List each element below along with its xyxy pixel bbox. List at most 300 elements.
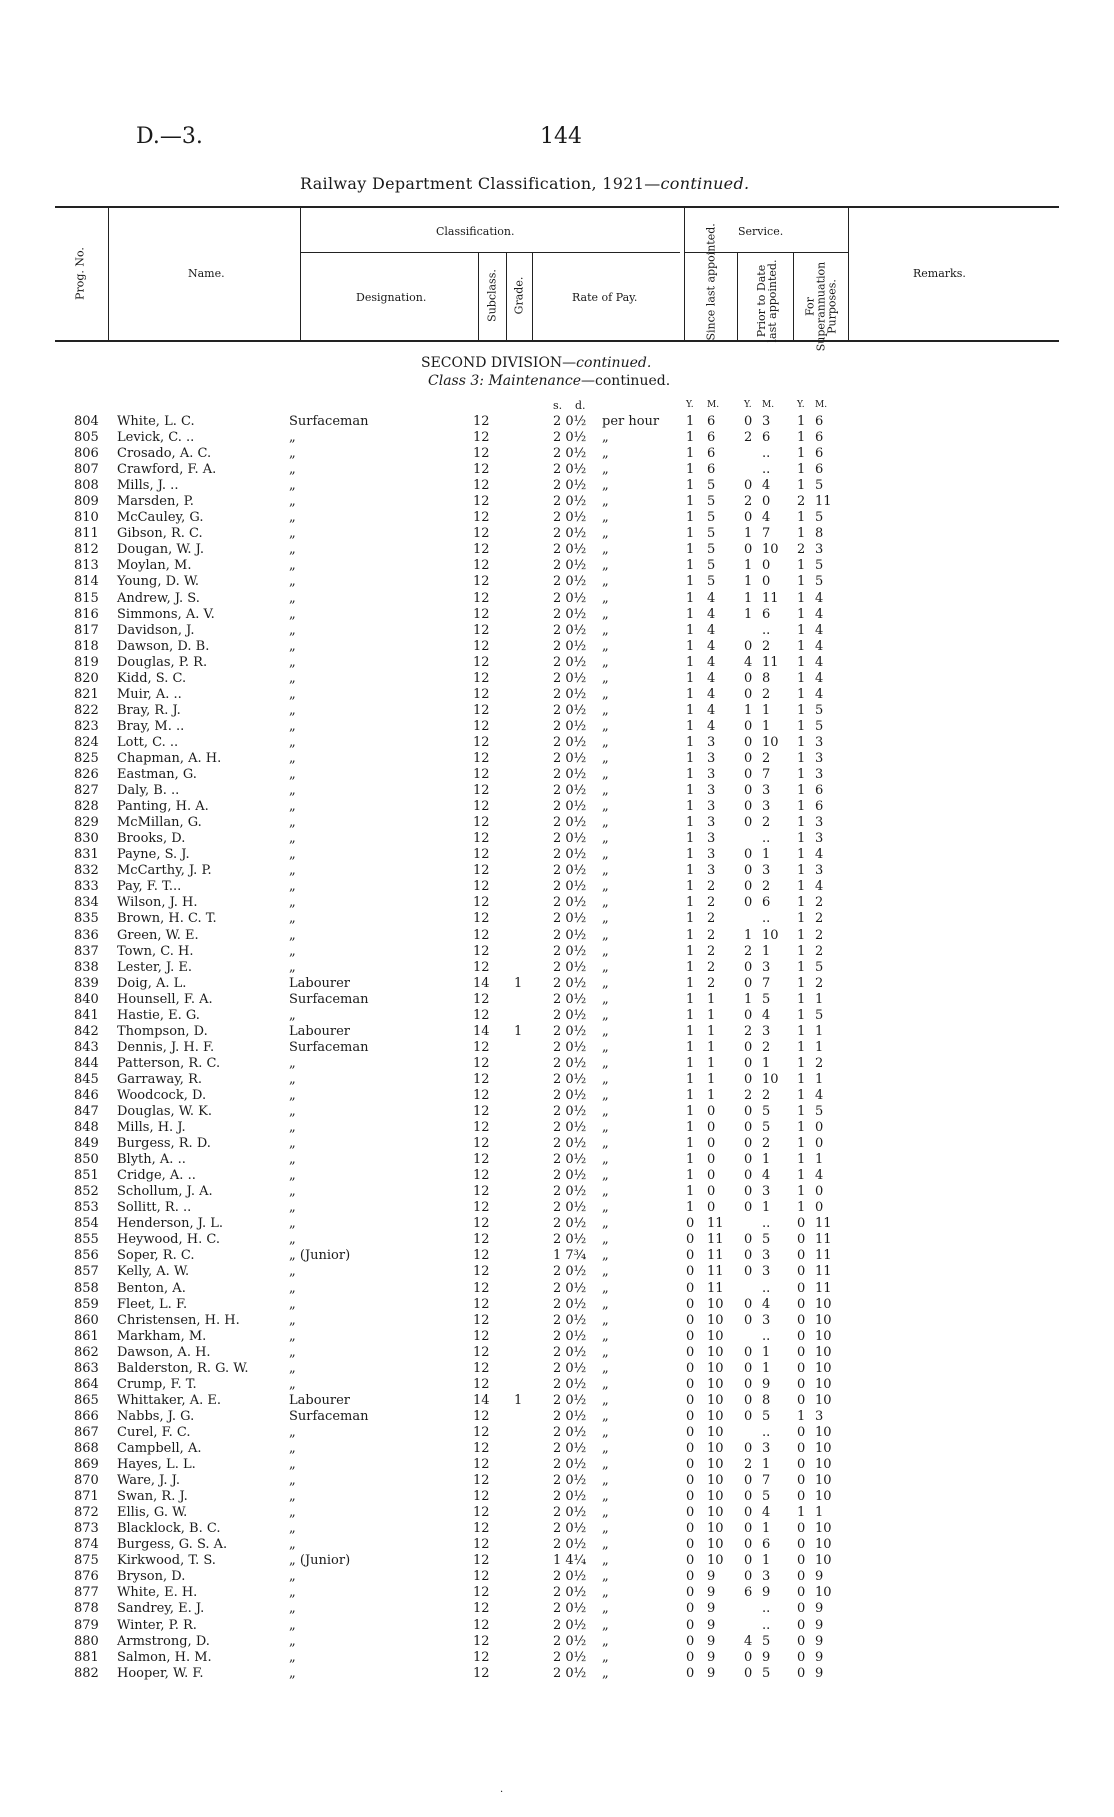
prog-no: 836 [74, 927, 99, 943]
prior-months: 9 [762, 1376, 771, 1392]
col-divider [532, 252, 533, 340]
table-row [0, 1216, 1114, 1232]
rate-unit: „ [602, 1665, 609, 1681]
subclass: 12 [473, 1007, 490, 1023]
since-years: 0 [686, 1344, 695, 1360]
rate-unit: „ [602, 783, 609, 799]
since-months: 6 [707, 414, 716, 429]
rate-of-pay: 2 0½ [553, 1376, 587, 1392]
table-row [0, 687, 1114, 703]
prior-years: 1 [744, 991, 753, 1007]
super-years: 1 [797, 734, 806, 750]
header-top-rule [55, 206, 1059, 208]
since-months: 0 [707, 1184, 716, 1200]
designation: „ [289, 1344, 296, 1360]
table-row [0, 1601, 1114, 1617]
prior-years: 0 [744, 1505, 753, 1521]
prior-months: 2 [762, 638, 771, 654]
since-years: 0 [686, 1649, 695, 1665]
table-row [0, 1056, 1114, 1072]
prog-no: 834 [74, 895, 99, 911]
prog-no: 845 [74, 1071, 99, 1087]
rate-of-pay: 2 0½ [553, 510, 587, 526]
since-months: 5 [707, 574, 716, 590]
rate-of-pay: 2 0½ [553, 1184, 587, 1200]
super-years: 1 [797, 446, 806, 462]
prior-months: 3 [762, 1441, 771, 1456]
prior-months: 10 [762, 542, 779, 558]
table-row [0, 944, 1114, 960]
rate-of-pay: 2 0½ [553, 574, 587, 590]
prog-no: 854 [74, 1216, 99, 1232]
since-years: 1 [686, 702, 695, 718]
rate-of-pay: 2 0½ [553, 622, 587, 638]
since-months: 3 [707, 734, 716, 750]
prog-no: 807 [74, 462, 99, 478]
rate-of-pay: 2 0½ [553, 462, 587, 478]
super-years: 1 [797, 1168, 806, 1184]
rate-of-pay: 2 0½ [553, 1055, 587, 1071]
col-divider [300, 207, 301, 340]
since-years: 1 [686, 558, 695, 574]
since-months: 10 [707, 1424, 724, 1440]
prior-months: 1 [762, 847, 771, 863]
rate-unit: „ [602, 1408, 609, 1424]
employee-name: Douglas, P. R. [117, 654, 208, 670]
since-years: 1 [686, 510, 695, 526]
prog-no: 829 [74, 815, 99, 831]
prior-years: 0 [744, 959, 753, 975]
prior-years: 0 [744, 478, 753, 494]
subclass: 12 [473, 638, 490, 654]
prior-months: 7 [762, 1473, 771, 1489]
prior-months: 3 [762, 1248, 771, 1264]
prior-months: .. [762, 446, 771, 462]
rate-unit: „ [602, 1087, 609, 1103]
table-row [0, 1248, 1114, 1264]
rate-of-pay: 2 0½ [553, 1168, 587, 1184]
employee-name: Christensen, H. H. [117, 1312, 240, 1328]
prior-months: .. [762, 1328, 771, 1344]
designation: „ [289, 1473, 296, 1489]
super-years: 1 [797, 574, 806, 590]
super-years: 1 [797, 526, 806, 542]
rate-of-pay: 2 0½ [553, 1392, 587, 1408]
prior-years: 2 [744, 943, 753, 959]
designation: „ [289, 750, 296, 766]
super-months: 10 [815, 1585, 832, 1601]
table-row [0, 895, 1114, 911]
rate-unit: „ [602, 1649, 609, 1665]
rate-of-pay: 2 0½ [553, 1424, 587, 1440]
designation: „ [289, 446, 296, 462]
super-months: 10 [815, 1424, 832, 1440]
employee-name: Burgess, R. D. [117, 1136, 211, 1152]
prior-months: 2 [762, 1039, 771, 1055]
since-months: 9 [707, 1601, 716, 1617]
subclass: 12 [473, 815, 490, 831]
employee-name: Kidd, S. C. [117, 670, 187, 686]
prior-years: 0 [744, 1039, 753, 1055]
subclass: 12 [473, 1280, 490, 1296]
rate-of-pay: 2 0½ [553, 863, 587, 879]
since-months: 4 [707, 718, 716, 734]
employee-name: McMillan, G. [117, 815, 202, 831]
rate-of-pay: 1 4¼ [553, 1553, 587, 1569]
prior-months: 10 [762, 1071, 779, 1087]
since-months: 2 [707, 879, 716, 895]
since-years: 1 [686, 799, 695, 815]
since-months: 9 [707, 1585, 716, 1601]
designation: „ [289, 847, 296, 863]
table-row [0, 430, 1114, 446]
super-years: 0 [797, 1489, 806, 1505]
table-row [0, 799, 1114, 815]
table-row [0, 526, 1114, 542]
since-months: 4 [707, 702, 716, 718]
super-years: 1 [797, 895, 806, 911]
super-years: 0 [797, 1280, 806, 1296]
subclass: 12 [473, 959, 490, 975]
super-years: 1 [797, 1200, 806, 1216]
designation: „ [289, 879, 296, 895]
rate-of-pay: 2 0½ [553, 1264, 587, 1280]
super-months: 5 [815, 718, 824, 734]
table-row [0, 1088, 1114, 1104]
prog-no: 843 [74, 1039, 99, 1055]
since-months: 2 [707, 959, 716, 975]
super-months: 10 [815, 1344, 832, 1360]
super-years: 0 [797, 1360, 806, 1376]
unit-y2: Y. [744, 400, 752, 410]
since-months: 9 [707, 1649, 716, 1665]
prior-months: 1 [762, 1344, 771, 1360]
designation: „ [289, 1569, 296, 1585]
rate-of-pay: 1 7¾ [553, 1248, 587, 1264]
super-years: 1 [797, 750, 806, 766]
subclass: 12 [473, 1248, 490, 1264]
prior-months: 6 [762, 1537, 771, 1553]
prog-no: 865 [74, 1392, 99, 1408]
prog-no: 824 [74, 734, 99, 750]
super-years: 1 [797, 863, 806, 879]
prog-no: 816 [74, 606, 99, 622]
designation: Labourer [289, 1023, 351, 1039]
since-months: 0 [707, 1104, 716, 1120]
super-years: 0 [797, 1665, 806, 1681]
table-row [0, 446, 1114, 462]
table-row [0, 960, 1114, 976]
rate-of-pay: 2 0½ [553, 654, 587, 670]
prog-no: 818 [74, 638, 99, 654]
since-years: 1 [686, 462, 695, 478]
super-years: 1 [797, 1039, 806, 1055]
designation: „ [289, 494, 296, 510]
super-years: 2 [797, 494, 806, 510]
prior-years: 1 [744, 606, 753, 622]
rate-unit: „ [602, 1248, 609, 1264]
designation: „ [289, 895, 296, 911]
employee-name: Brooks, D. [117, 831, 186, 847]
rate-unit: „ [602, 1007, 609, 1023]
since-years: 1 [686, 1152, 695, 1168]
prog-no: 879 [74, 1617, 99, 1633]
employee-name: Brown, H. C. T. [117, 911, 217, 927]
prog-no: 852 [74, 1184, 99, 1200]
rate-unit: „ [602, 686, 609, 702]
prior-months: 5 [762, 1408, 771, 1424]
rate-unit: per hour [602, 414, 660, 429]
subclass: 12 [473, 1200, 490, 1216]
rate-of-pay: 2 0½ [553, 1087, 587, 1103]
prior-years: 0 [744, 767, 753, 783]
subclass: 12 [473, 799, 490, 815]
employee-name: Nabbs, J. G. [117, 1408, 195, 1424]
subclass: 12 [473, 606, 490, 622]
super-years: 2 [797, 542, 806, 558]
prog-no: 880 [74, 1633, 99, 1649]
super-years: 1 [797, 1505, 806, 1521]
subclass: 12 [473, 462, 490, 478]
designation: „ [289, 1280, 296, 1296]
prog-no: 831 [74, 847, 99, 863]
since-years: 1 [686, 1071, 695, 1087]
prior-months: 5 [762, 1104, 771, 1120]
prior-months: 1 [762, 702, 771, 718]
super-months: 4 [815, 638, 824, 654]
rate-unit: „ [602, 1344, 609, 1360]
since-years: 0 [686, 1505, 695, 1521]
rate-of-pay: 2 0½ [553, 975, 587, 991]
subclass: 12 [473, 558, 490, 574]
prior-months: 4 [762, 1296, 771, 1312]
super-months: 10 [815, 1553, 832, 1569]
rate-of-pay: 2 0½ [553, 1569, 587, 1585]
employee-name: Balderston, R. G. W. [117, 1360, 249, 1376]
rate-of-pay: 2 0½ [553, 879, 587, 895]
designation: „ [289, 927, 296, 943]
rate-of-pay: 2 0½ [553, 895, 587, 911]
super-years: 0 [797, 1264, 806, 1280]
since-months: 5 [707, 542, 716, 558]
unit-y1: Y. [686, 400, 694, 410]
rate-of-pay: 2 0½ [553, 1649, 587, 1665]
super-years: 1 [797, 799, 806, 815]
table-row [0, 574, 1114, 590]
super-years: 1 [797, 510, 806, 526]
prog-no: 813 [74, 558, 99, 574]
remarks-header: Remarks. [913, 267, 966, 280]
since-months: 2 [707, 895, 716, 911]
since-years: 1 [686, 638, 695, 654]
prog-no: 850 [74, 1152, 99, 1168]
classification-rule [300, 252, 680, 253]
table-row [0, 1104, 1114, 1120]
since-months: 10 [707, 1360, 724, 1376]
prior-years: 0 [744, 542, 753, 558]
prior-years: 0 [744, 1473, 753, 1489]
subclass: 12 [473, 783, 490, 799]
prior-years: 4 [744, 654, 753, 670]
subclass: 12 [473, 414, 490, 429]
super-years: 1 [797, 831, 806, 847]
since-years: 0 [686, 1232, 695, 1248]
prior-months: 2 [762, 815, 771, 831]
prog-no: 859 [74, 1296, 99, 1312]
super-years: 1 [797, 975, 806, 991]
subclass: 12 [473, 1408, 490, 1424]
super-months: 5 [815, 574, 824, 590]
prior-years: 0 [744, 847, 753, 863]
super-months: 0 [815, 1120, 824, 1136]
since-years: 0 [686, 1328, 695, 1344]
prior-months: 4 [762, 510, 771, 526]
employee-name: Moylan, M. [117, 558, 192, 574]
prior-months: 4 [762, 1505, 771, 1521]
table-row [0, 1200, 1114, 1216]
super-months: 3 [815, 767, 824, 783]
subclass: 12 [473, 430, 490, 446]
subclass: 12 [473, 1457, 490, 1473]
subclass: 12 [473, 446, 490, 462]
prior-months: 7 [762, 767, 771, 783]
employee-name: Lester, J. E. [117, 959, 193, 975]
subclass: 12 [473, 863, 490, 879]
subclass: 12 [473, 1264, 490, 1280]
designation: „ [289, 510, 296, 526]
super-years: 0 [797, 1457, 806, 1473]
prog-no: 878 [74, 1601, 99, 1617]
since-years: 1 [686, 815, 695, 831]
since-years: 0 [686, 1280, 695, 1296]
subclass: 12 [473, 831, 490, 847]
subclass: 12 [473, 1505, 490, 1521]
prog-no: 881 [74, 1649, 99, 1665]
grade: 1 [514, 1023, 523, 1039]
since-months: 4 [707, 622, 716, 638]
rate-unit: „ [602, 1264, 609, 1280]
super-months: 1 [815, 991, 824, 1007]
designation: „ [289, 718, 296, 734]
table-row [0, 510, 1114, 526]
super-months: 10 [815, 1376, 832, 1392]
rate-of-pay: 2 0½ [553, 606, 587, 622]
designation: „ [289, 943, 296, 959]
table-row [0, 1409, 1114, 1425]
prog-no: 856 [74, 1248, 99, 1264]
subclass: 12 [473, 1424, 490, 1440]
rate-of-pay: 2 0½ [553, 831, 587, 847]
employee-name: Town, C. H. [117, 943, 194, 959]
super-years: 0 [797, 1441, 806, 1456]
since-years: 1 [686, 895, 695, 911]
since-months: 9 [707, 1633, 716, 1649]
prog-no: 810 [74, 510, 99, 526]
prior-months: 4 [762, 1007, 771, 1023]
prog-no: 876 [74, 1569, 99, 1585]
rate-of-pay: 2 0½ [553, 1441, 587, 1456]
super-months: 4 [815, 1087, 824, 1103]
rate-unit: „ [602, 975, 609, 991]
since-months: 2 [707, 975, 716, 991]
super-months: 11 [815, 1264, 832, 1280]
prog-no: 812 [74, 542, 99, 558]
designation: „ [289, 1360, 296, 1376]
super-months: 10 [815, 1441, 832, 1456]
super-months: 3 [815, 1408, 824, 1424]
super-months: 6 [815, 462, 824, 478]
designation: „ [289, 462, 296, 478]
col-divider [684, 207, 685, 340]
subclass: 12 [473, 1344, 490, 1360]
since-months: 4 [707, 654, 716, 670]
employee-name: Eastman, G. [117, 767, 197, 783]
subclass: 12 [473, 1537, 490, 1553]
super-months: 11 [815, 1280, 832, 1296]
prior-years: 1 [744, 574, 753, 590]
designation: „ [289, 1264, 296, 1280]
since-years: 1 [686, 1055, 695, 1071]
since-years: 0 [686, 1537, 695, 1553]
prior-months: 3 [762, 863, 771, 879]
employee-name: Simmons, A. V. [117, 606, 215, 622]
since-months: 4 [707, 590, 716, 606]
prior-months: .. [762, 1216, 771, 1232]
prior-years: 1 [744, 702, 753, 718]
prior-months: .. [762, 911, 771, 927]
prior-months: 5 [762, 1120, 771, 1136]
since-years: 0 [686, 1665, 695, 1681]
since-years: 1 [686, 654, 695, 670]
super-months: 10 [815, 1296, 832, 1312]
rate-unit: „ [602, 1569, 609, 1585]
super-months: 5 [815, 1104, 824, 1120]
since-years: 0 [686, 1585, 695, 1601]
prog-no: 874 [74, 1537, 99, 1553]
rate-unit: „ [602, 1441, 609, 1456]
super-months: 2 [815, 1055, 824, 1071]
since-years: 1 [686, 991, 695, 1007]
designation: „ [289, 606, 296, 622]
employee-name: Swan, R. J. [117, 1489, 188, 1505]
prog-no: 862 [74, 1344, 99, 1360]
super-years: 1 [797, 1408, 806, 1424]
employee-name: Crump, F. T. [117, 1376, 197, 1392]
rate-of-pay: 2 0½ [553, 959, 587, 975]
table-row [0, 1008, 1114, 1024]
since-months: 11 [707, 1280, 724, 1296]
super-months: 4 [815, 1168, 824, 1184]
super-months: 1 [815, 1039, 824, 1055]
prior-years: 0 [744, 863, 753, 879]
table-row [0, 1329, 1114, 1345]
employee-name: Schollum, J. A. [117, 1184, 213, 1200]
employee-name: Bryson, D. [117, 1569, 186, 1585]
super-years: 1 [797, 686, 806, 702]
super-years: 1 [797, 654, 806, 670]
super-years: 0 [797, 1585, 806, 1601]
prior-months: 3 [762, 1023, 771, 1039]
since-years: 0 [686, 1264, 695, 1280]
super-months: 11 [815, 1232, 832, 1248]
prog-no: 830 [74, 831, 99, 847]
designation: „ [289, 863, 296, 879]
col-divider [793, 252, 794, 340]
rate-unit: „ [602, 1553, 609, 1569]
prior-months: 9 [762, 1585, 771, 1601]
table-row [0, 1489, 1114, 1505]
prior-months: 0 [762, 494, 771, 510]
